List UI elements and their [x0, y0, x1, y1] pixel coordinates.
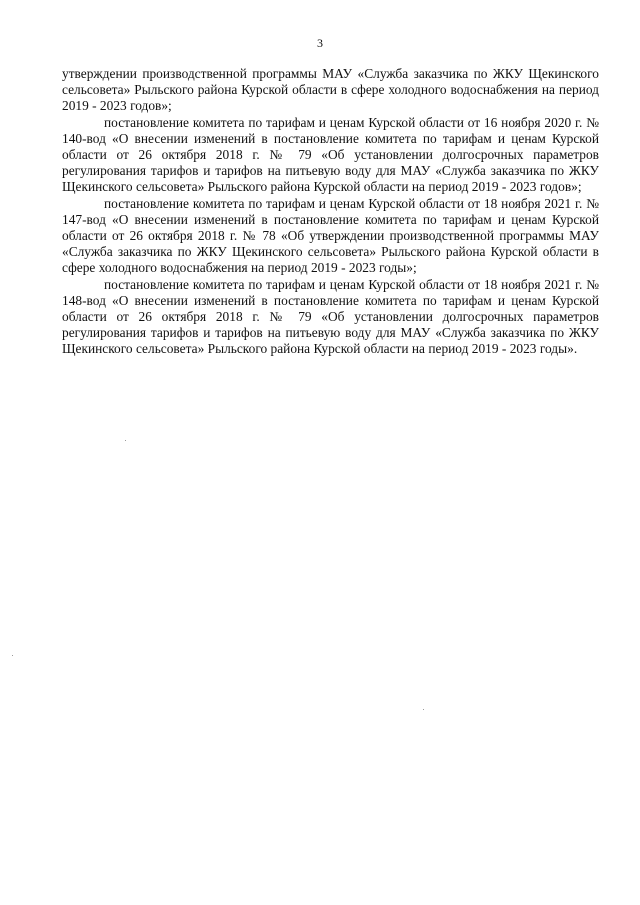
scan-speck — [125, 440, 126, 441]
paragraph-resolution-140: постановление комитета по тарифам и ценам Курской области от 16 ноября 2020 г. № 140-вод «О внесении изменений в постановление комитета по тарифам и ценам Курской области от 26 октября 2018 г. № 79 «Об установлении долгосрочных параметров регулирования тарифов и тарифов на питьевую воду для МАУ «Служба заказчика по ЖКУ Щекинского сельсовета» Рыльского района Курской области на период 2019 - 2023 годов»; — [62, 114, 599, 195]
scan-speck — [423, 709, 424, 710]
paragraph-continuation: утверждении производственной программы МАУ «Служба заказчика по ЖКУ Щекинского сельсовета» Рыльского района Курской области в сфере холодного водоснабжения на период 2019 - 2023 годов»; — [62, 66, 599, 114]
paragraph-resolution-147: постановление комитета по тарифам и ценам Курской области от 18 ноября 2021 г. № 147-вод «О внесении изменений в постановление комитета по тарифам и ценам Курской области от 26 октября 2018 г. № 78 «Об утверждении производственной программы МАУ «Служба заказчика по ЖКУ Щекинского сельсовета» Рыльского района Курской области в сфере холодного водоснабжения на период 2019 - 2023 годы»; — [62, 195, 599, 276]
document-body — [62, 66, 599, 358]
page-number: 3 — [317, 36, 323, 50]
paragraph-resolution-148: постановление комитета по тарифам и ценам Курской области от 18 ноября 2021 г. № 148-вод «О внесении изменений в постановление комитета по тарифам и ценам Курской области от 26 октября 2018 г. № 79 «Об установлении долгосрочных параметров регулирования тарифов и тарифов на питьевую воду для МАУ «Служба заказчика по ЖКУ Щекинского сельсовета» Рыльского района Курской области на период 2019 - 2023 годы». — [62, 276, 599, 357]
scan-speck — [12, 655, 13, 656]
